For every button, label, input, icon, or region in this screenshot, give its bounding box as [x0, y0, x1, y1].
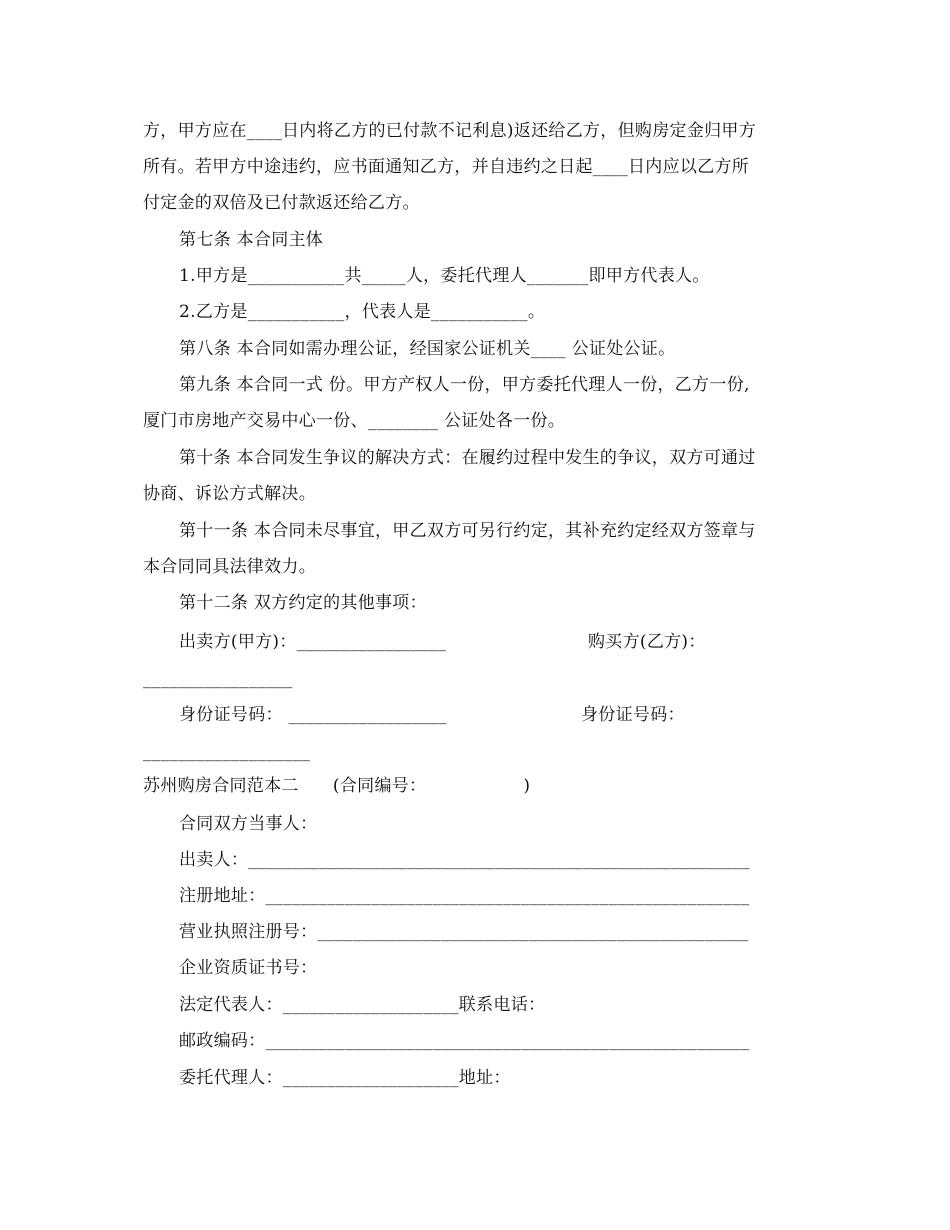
article-9-line: 第九条 本合同一式 份。甲方产权人一份，甲方委托代理人一份，乙方一份,	[179, 375, 750, 395]
buyer-id-blank: ___________________	[143, 742, 311, 762]
postal-code-field: 邮政编码：_______________________________________________________	[179, 1031, 750, 1051]
agent-field: 委托代理人：____________________地址：	[179, 1068, 511, 1088]
article-12-heading: 第十二条 双方约定的其他事项：	[179, 593, 427, 613]
paragraph-line: 付定金的双倍及已付款返还给乙方。	[143, 193, 420, 213]
qualification-certificate-field: 企业资质证书号：	[179, 958, 318, 978]
paragraph-line: 所有。若甲方中途违约，应书面通知乙方，并自违约之日起____日内应以乙方所	[143, 157, 750, 177]
registered-address-field: 注册地址：_______________________________________________________	[179, 886, 750, 906]
party-b-line: 2.乙方是___________，代表人是___________。	[179, 302, 546, 322]
paragraph-line: 方，甲方应在____日内将乙方的已付款不记利息)返还给乙方，但购房定金归甲方	[143, 121, 757, 141]
legal-representative-field: 法定代表人：____________________联系电话：	[179, 995, 546, 1015]
paragraph-line: 本合同同具法律效力。	[143, 557, 316, 577]
parties-heading: 合同双方当事人：	[179, 814, 318, 834]
template-two-title: 苏州购房合同范本二 (合同编号： )	[143, 776, 531, 796]
seller-field: 出卖人：_________________________________________________________	[179, 850, 750, 870]
paragraph-line: 协商、诉讼方式解决。	[143, 484, 316, 504]
buyer-signature-blank: _________________	[143, 669, 293, 689]
paragraph-line: 厦门市房地产交易中心一份、________ 公证处各一份。	[143, 411, 566, 431]
article-7-heading: 第七条 本合同主体	[179, 230, 324, 250]
article-10-line: 第十条 本合同发生争议的解决方式：在履约过程中发生的争议，双方可通过	[179, 448, 756, 468]
seller-signature-line: 出卖方(甲方)：_________________	[179, 632, 447, 652]
buyer-signature-label: 购买方(乙方)：	[588, 632, 706, 652]
seller-id-line: 身份证号码： __________________	[179, 705, 447, 725]
article-11-line: 第十一条 本合同未尽事宜，甲乙双方可另行约定，其补充约定经双方签章与	[179, 521, 756, 541]
article-8-line: 第八条 本合同如需办理公证，经国家公证机关____ 公证处公证。	[179, 339, 676, 359]
business-license-field: 营业执照注册号：_________________________________________________	[179, 922, 749, 942]
buyer-id-label: 身份证号码：	[581, 705, 685, 725]
party-a-line: 1.甲方是___________共_____人，委托代理人_______即甲方代表人。	[179, 266, 710, 286]
